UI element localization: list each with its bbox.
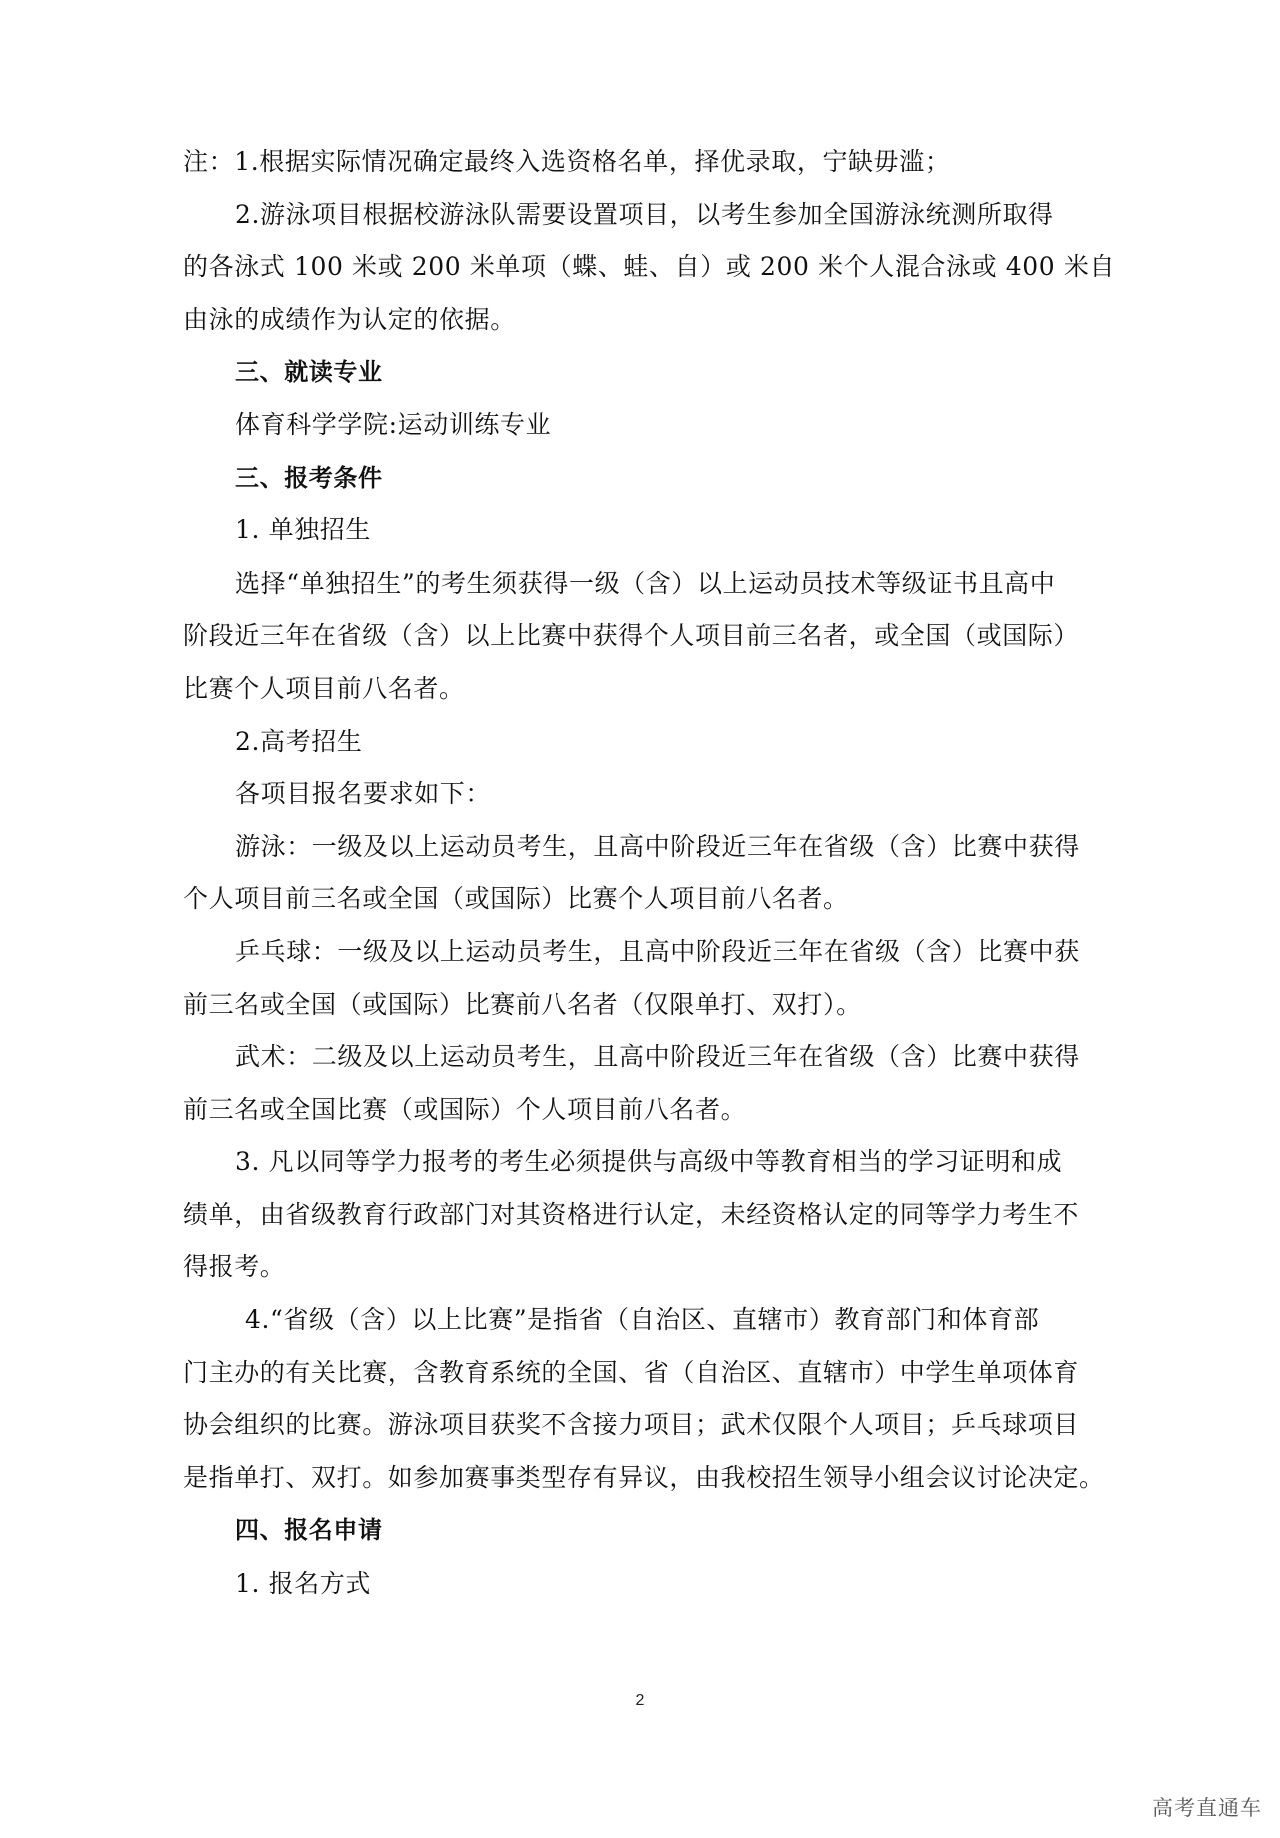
swimming-requirement-line-1: 游泳：一级及以上运动员考生，且高中阶段近三年在省级（含）比赛中获得 (235, 831, 1080, 861)
document-body (183, 136, 1116, 1611)
section-heading-major: 三、就读专业 (235, 358, 383, 387)
note-line-2: 2.游泳项目根据校游泳队需要设置项目，以考生参加全国游泳统测所取得 (235, 199, 1054, 229)
swimming-requirement-line-2: 个人项目前三名或全国（或国际）比赛个人项目前八名者。 (183, 884, 849, 914)
equivalent-education-line-3: 得报考。 (183, 1252, 286, 1282)
subheading-single-enrollment: 1. 单独招生 (235, 515, 371, 545)
equivalent-education-line-2: 绩单，由省级教育行政部门对其资格进行认定，未经资格认定的同等学力考生不 (183, 1199, 1080, 1229)
section-heading-conditions: 三、报考条件 (235, 463, 383, 492)
page-number: 2 (635, 1692, 645, 1709)
watermark: 高考直通车 (1152, 1796, 1262, 1820)
competition-definition-line-2: 门主办的有关比赛，含教育系统的全国、省（自治区、直辖市）中学生单项体育 (183, 1357, 1080, 1387)
subheading-application-method: 1. 报名方式 (235, 1569, 371, 1599)
section-heading-application: 四、报名申请 (235, 1516, 383, 1545)
single-enrollment-line-1: 选择“单独招生”的考生须获得一级（含）以上运动员技术等级证书且高中 (235, 568, 1056, 598)
competition-definition-line-1: 4.“省级（含）以上比赛”是指省（自治区、直辖市）教育部门和体育部 (245, 1305, 1040, 1335)
note-line-4: 由泳的成绩作为认定的依据。 (183, 304, 516, 334)
table-tennis-requirement-line-2: 前三名或全国（或国际）比赛前八名者（仅限单打、双打）。 (183, 989, 862, 1019)
single-enrollment-line-3: 比赛个人项目前八名者。 (183, 673, 465, 703)
subheading-gaokao-enrollment: 2.高考招生 (235, 726, 363, 756)
competition-definition-line-3: 协会组织的比赛。游泳项目获奖不含接力项目；武术仅限个人项目；乒乓球项目 (183, 1410, 1080, 1440)
wushu-requirement-line-2: 前三名或全国比赛（或国际）个人项目前八名者。 (183, 1094, 747, 1124)
wushu-requirement-line-1: 武术：二级及以上运动员考生，且高中阶段近三年在省级（含）比赛中获得 (235, 1042, 1080, 1072)
requirements-intro: 各项目报名要求如下： (235, 779, 492, 809)
single-enrollment-line-2: 阶段近三年在省级（含）以上比赛中获得个人项目前三名者，或全国（或国际） (183, 621, 1080, 651)
note-line-3: 的各泳式 100 米或 200 米单项（蝶、蛙、自）或 200 米个人混合泳或 400 米自 (183, 252, 1116, 282)
competition-definition-line-4: 是指单打、双打。如参加赛事类型存有异议，由我校招生领导小组会议讨论决定。 (183, 1462, 1105, 1492)
table-tennis-requirement-line-1: 乒乓球：一级及以上运动员考生，且高中阶段近三年在省级（含）比赛中获 (235, 936, 1080, 966)
note-line-1: 注：1.根据实际情况确定最终入选资格名单，择优录取，宁缺毋滥； (183, 147, 951, 176)
equivalent-education-line-1: 3. 凡以同等学力报考的考生必须提供与高级中等教育相当的学习证明和成 (235, 1147, 1063, 1177)
major-text: 体育科学学院:运动训练专业 (235, 409, 552, 439)
